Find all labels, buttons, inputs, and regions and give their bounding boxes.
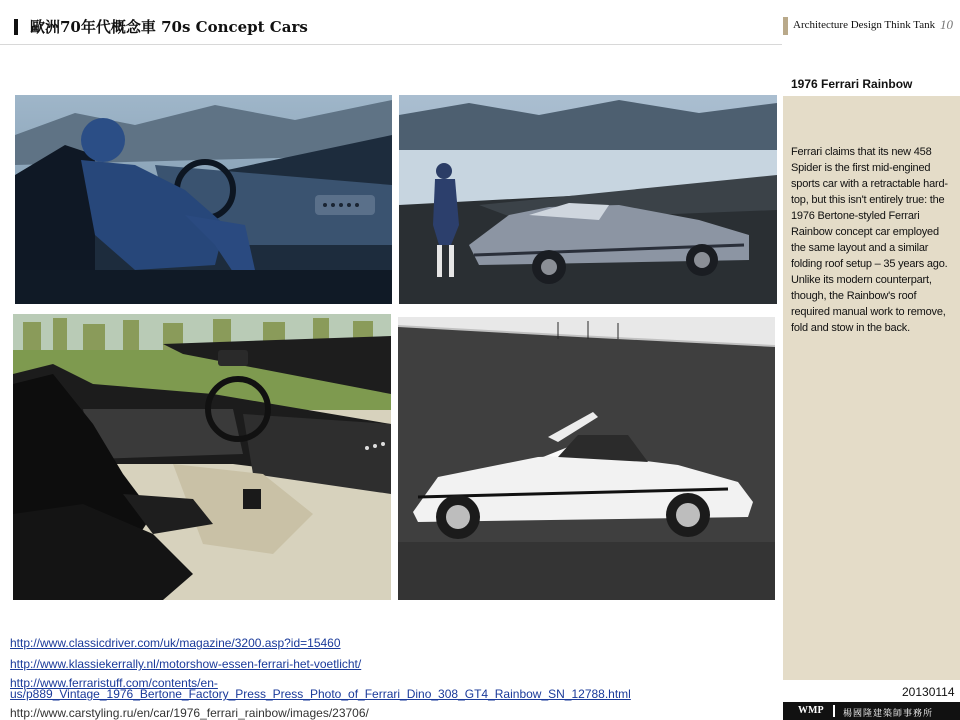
firm-logo: WMP [798, 705, 824, 716]
photo-car-bw-profile-icon [398, 317, 775, 600]
brand-name: Architecture Design Think Tank [793, 19, 936, 31]
source-link-ferraristuff-line2[interactable]: us/p889_Vintage_1976_Bertone_Factory_Press_Press_Photo_of_Ferrari_Dino_308_GT4_Rainbow_SN_12788.html [10, 687, 631, 701]
source-link-classicdriver[interactable]: http://www.classicdriver.com/uk/magazine/3200.asp?id=15460 [10, 636, 341, 650]
header-accent-bar [14, 19, 18, 35]
car-title: 1976 Ferrari Rainbow [791, 77, 913, 91]
photo-car-bw-profile [398, 317, 775, 600]
footer-separator [833, 705, 835, 717]
page-title: 歐洲70年代概念車 70s Concept Cars [30, 18, 308, 36]
source-link-klassiekerrally[interactable]: http://www.klassiekerrally.nl/motorshow-essen-ferrari-het-voetlicht/ [10, 657, 362, 671]
photo-driver-interior-icon [15, 95, 392, 304]
photo-car-lake-side [399, 95, 777, 304]
firm-name: 楊國隆建築師事務所 [843, 709, 934, 719]
photo-driver-interior [15, 95, 392, 304]
header-divider [0, 44, 782, 45]
photo-interior-seats-icon [13, 314, 391, 600]
car-description: Ferrari claims that its new 458 Spider is the first mid-engined sports car with a retractable hard-top, but this isn't entirely true: the 1976 Bertone-styled Ferrari Rainbow concept car employed the same layout and a similar folding roof setup – 35 years ago. Unlike its modern counterpart, though, the Rainbow's roof required manual work to remove, fold and stow in the back. [791, 146, 948, 334]
description-sidebar [783, 68, 960, 680]
photo-interior-seats [13, 314, 391, 600]
document-date: 20130114 [902, 685, 955, 699]
page-number: 10 [940, 17, 953, 32]
photo-car-lake-side-icon [399, 95, 777, 304]
brand-accent-bar [783, 17, 788, 35]
source-link-ferraristuff-line1[interactable]: http://www.ferraristuff.com/contents/en- [10, 676, 218, 690]
source-text-carstyling: http://www.carstyling.ru/en/car/1976_ferrari_rainbow/images/23706/ [10, 706, 369, 720]
